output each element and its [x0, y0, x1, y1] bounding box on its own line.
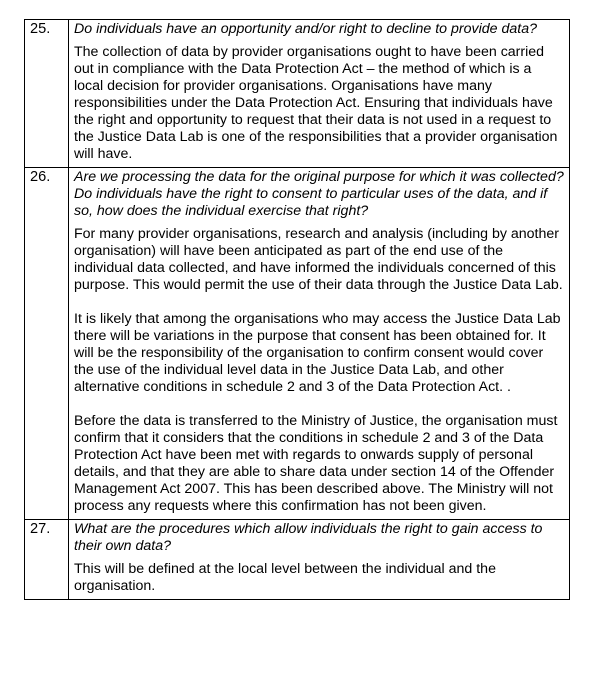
table-row: [25, 520, 570, 600]
question-text: Are we processing the data for the original purpose for which it was collected? Do individuals have the right to consent to particular uses of the data, and if so, how does the individual exercise that right?: [74, 169, 564, 219]
answer-paragraph: This will be defined at the local level between the individual and the organisation.: [74, 561, 496, 594]
answer-paragraph: Before the data is transferred to the Ministry of Justice, the organisation must confirm that it considers that the conditions in schedule 2 and 3 of the Data Protection Act have been met with regards to onwards supply of personal details, and that they are able to share data under section 14 of the Offender Management Act 2007. This has been described above. The Ministry will not process any requests where this confirmation has not been given.: [74, 413, 558, 514]
answer-paragraph: It is likely that among the organisations who may access the Justice Data Lab there will be variations in the purpose that consent has been obtained for. It will be the responsibility of the organisation to confirm consent would cover the use of the individual level data in the Justice Data Lab, and other alternative conditions in schedule 2 and 3 of the Data Protection Act. .: [74, 311, 561, 395]
question-number: 27.: [25, 520, 69, 600]
question-cell: [69, 168, 570, 520]
question-number: 26.: [25, 168, 69, 520]
question-cell: [69, 520, 570, 600]
question-number: 25.: [25, 20, 69, 168]
questions-table: [24, 19, 570, 600]
answer-paragraph: The collection of data by provider organisations ought to have been carried out in compliance with the Data Protection Act – the method of which is a local decision for provider organisations. Organisations have many responsibilities under the Data Protection Act. Ensuring that individuals have the right and opportunity to request that their data is not used in a request to the Justice Data Lab is one of the responsibilities that a provider organisation will have.: [74, 44, 558, 162]
table-row: [25, 20, 570, 168]
answer-paragraph: For many provider organisations, research and analysis (including by another organisation) will have been anticipated as part of the end use of the individual data collected, and have informed the individuals concerned of this purpose. This would permit the use of their data through the Justice Data Lab.: [74, 226, 563, 293]
table-row: [25, 168, 570, 520]
question-cell: [69, 20, 570, 168]
question-text: What are the procedures which allow individuals the right to gain access to their own data?: [74, 521, 543, 554]
question-text: Do individuals have an opportunity and/or right to decline to provide data?: [74, 21, 537, 37]
